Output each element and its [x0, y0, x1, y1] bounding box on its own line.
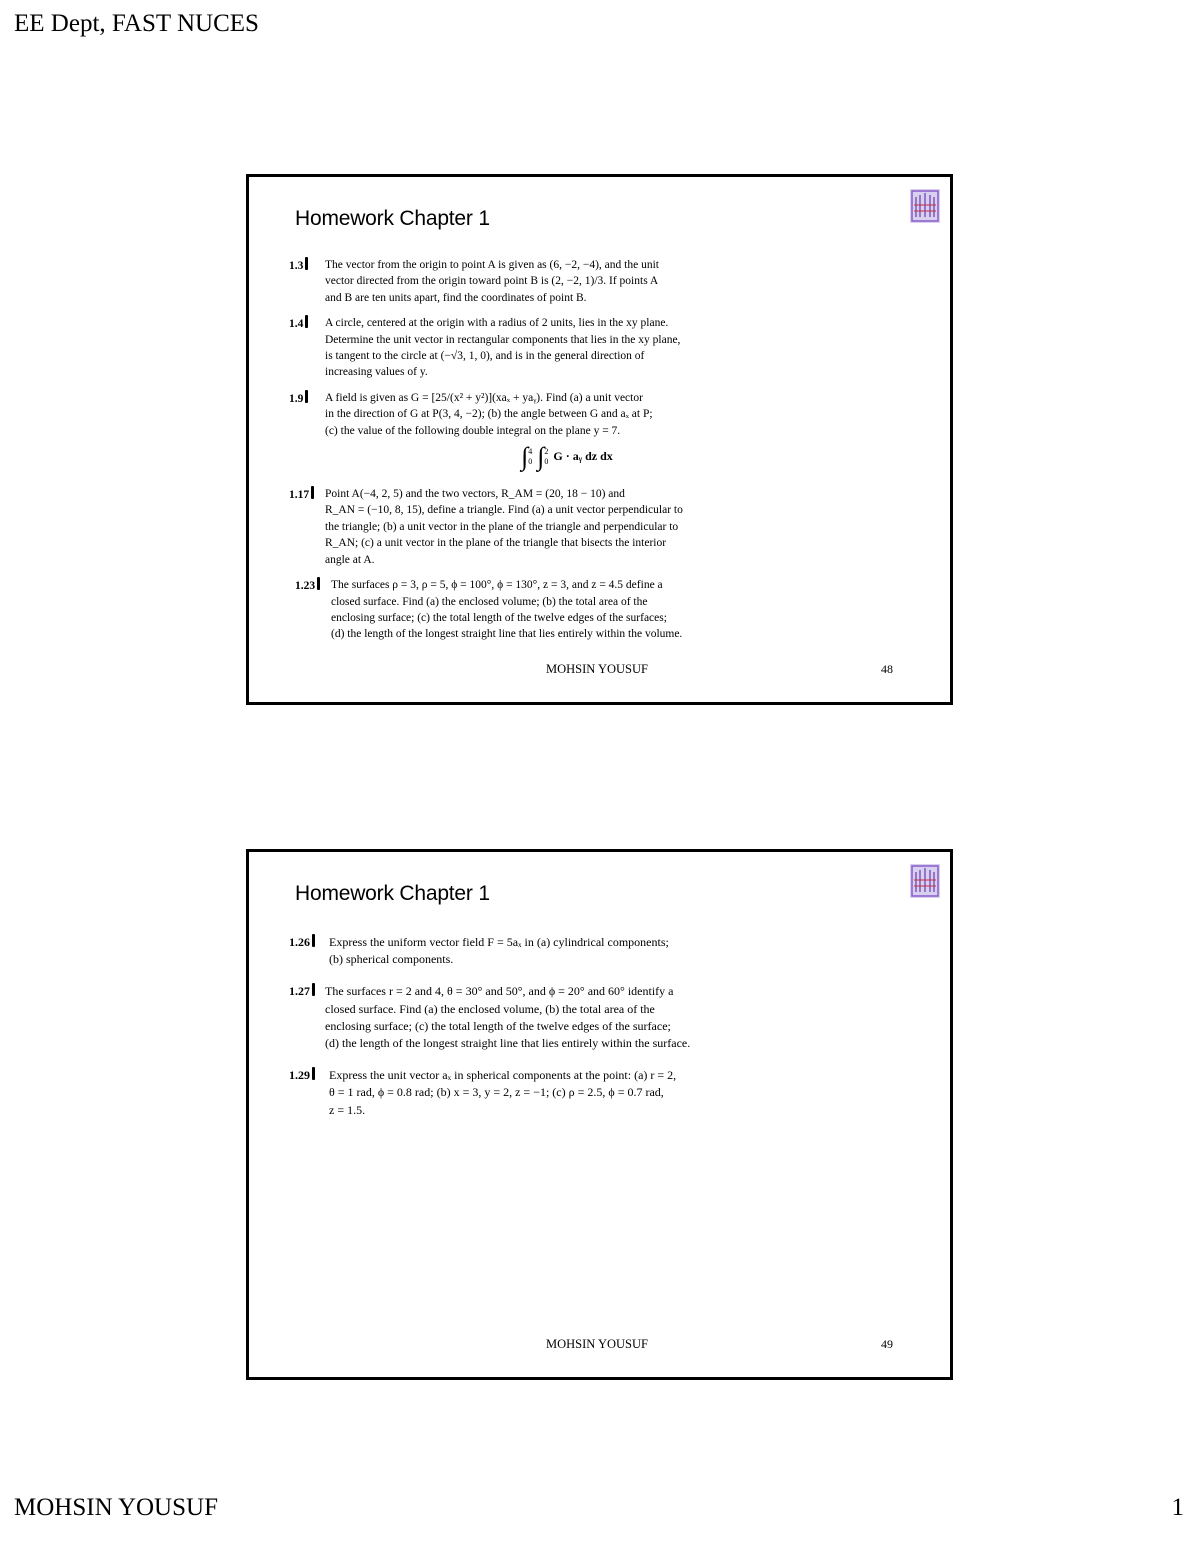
problem-1-29 [289, 1067, 789, 1119]
inner-upper-limit: 2 [544, 447, 549, 457]
problem-1-3 [289, 257, 769, 306]
document-page-number: 1 [1171, 1494, 1184, 1521]
problem-list [289, 934, 789, 1134]
problem-line: enclosing surface; (c) the total length of the twelve edges of the surfaces; [331, 611, 667, 624]
problem-1-9 [289, 390, 769, 477]
problem-line: (d) the length of the longest straight line that lies entirely within the surface. [325, 1036, 691, 1051]
marker-icon [305, 390, 308, 403]
problem-line: is tangent to the circle at (−√3, 1, 0), and is in the general direction of [325, 350, 645, 363]
problem-line: the triangle; (b) a unit vector in the plane of the triangle and perpendicular to [325, 520, 679, 533]
problem-number: 1.23 [295, 580, 316, 593]
problem-line: z = 1.5. [329, 1102, 366, 1117]
marker-icon [312, 1067, 315, 1080]
marker-icon [317, 577, 320, 590]
document-footer-author: MOHSIN YOUSUF [14, 1494, 218, 1521]
problem-line: A circle, centered at the origin with a radius of 2 units, lies in the xy plane. [325, 317, 669, 330]
double-integral-equation [365, 439, 769, 477]
problem-line: θ = 1 rad, ϕ = 0.8 rad; (b) x = 3, y = 2, z = −1; (c) ρ = 2.5, ϕ = 0.7 rad, [329, 1085, 664, 1100]
integral-sign: ∫ [521, 441, 529, 471]
problem-line: closed surface. Find (a) the enclosed volume, (b) the total area of the [325, 1001, 655, 1016]
problem-line: vector directed from the origin toward point B is (2, −2, 1)/3. If points A [325, 275, 659, 288]
problem-line: (d) the length of the longest straight line that lies entirely within the volume. [331, 628, 683, 641]
slide-footer-author: MOHSIN YOUSUF [546, 1337, 648, 1351]
slide-48 [246, 174, 953, 705]
problem-number: 1.9 [289, 392, 304, 405]
problem-line: in the direction of G at P(3, 4, −2); (b) the angle between G and aₓ at P; [325, 408, 653, 421]
integral-sign: ∫ [537, 441, 545, 471]
marker-icon [305, 315, 308, 328]
slide-49 [246, 849, 953, 1380]
slide-title: Homework Chapter 1 [295, 207, 490, 230]
problem-number: 1.3 [289, 260, 304, 272]
problem-1-27 [289, 983, 789, 1052]
inner-lower-limit: 0 [544, 457, 549, 467]
problem-line: Express the unit vector aₓ in spherical components at the point: (a) r = 2, [329, 1068, 677, 1083]
problem-line: The surfaces r = 2 and 4, θ = 30° and 50°, and ϕ = 20° and 60° identify a [325, 984, 674, 999]
problem-1-4 [289, 315, 769, 381]
slide-title: Homework Chapter 1 [295, 882, 490, 905]
problem-line: increasing values of y. [325, 366, 428, 379]
problem-line: The surfaces ρ = 3, ρ = 5, ϕ = 100°, ϕ = 130°, z = 3, and z = 4.5 define a [331, 579, 663, 592]
problem-1-26 [289, 934, 789, 968]
problem-line: enclosing surface; (c) the total length of the twelve edges of the surface; [325, 1018, 671, 1033]
problem-list [289, 257, 769, 652]
marker-icon [311, 486, 314, 499]
university-logo-icon [910, 189, 940, 223]
problem-line: Express the uniform vector field F = 5aₓ in (a) cylindrical components; [329, 935, 669, 949]
problem-line: angle at A. [325, 553, 375, 566]
problem-line: (b) spherical components. [329, 952, 454, 967]
problem-line: R_AN = (−10, 8, 15), define a triangle. Find (a) a unit vector perpendicular to [325, 504, 683, 517]
integrand: G · aᵧ dz dx [553, 448, 613, 463]
problem-line: Point A(−4, 2, 5) and the two vectors, R_AM = (20, 18 − 10) and [325, 488, 625, 501]
university-logo-icon [910, 864, 940, 898]
problem-1-17 [289, 486, 769, 568]
problem-line: The vector from the origin to point A is given as (6, −2, −4), and the unit [325, 259, 659, 271]
marker-icon [312, 983, 315, 996]
document-header: EE Dept, FAST NUCES [14, 10, 259, 37]
slide-number: 49 [881, 1337, 893, 1351]
problem-line: and B are ten units apart, find the coordinates of point B. [325, 291, 587, 304]
problem-number: 1.26 [289, 935, 310, 949]
slide-footer-author: MOHSIN YOUSUF [546, 662, 648, 676]
problem-1-23 [289, 577, 769, 643]
problem-line: closed surface. Find (a) the enclosed volume; (b) the total area of the [331, 595, 648, 608]
outer-upper-limit: 4 [528, 447, 533, 457]
slide-number: 48 [881, 662, 893, 676]
outer-lower-limit: 0 [528, 457, 533, 467]
problem-line: (c) the value of the following double integral on the plane y = 7. [325, 424, 621, 437]
problem-line: A field is given as G = [25/(x² + y²)](xaₓ + yaᵧ). Find (a) a unit vector [325, 391, 643, 404]
problem-number: 1.17 [289, 489, 310, 502]
problem-line: R_AN; (c) a unit vector in the plane of the triangle that bisects the interior [325, 537, 667, 550]
problem-number: 1.29 [289, 1068, 310, 1083]
problem-number: 1.4 [289, 318, 304, 331]
problem-number: 1.27 [289, 984, 310, 999]
marker-icon [312, 934, 315, 947]
marker-icon [305, 257, 308, 270]
problem-line: Determine the unit vector in rectangular components that lies in the xy plane, [325, 333, 681, 346]
